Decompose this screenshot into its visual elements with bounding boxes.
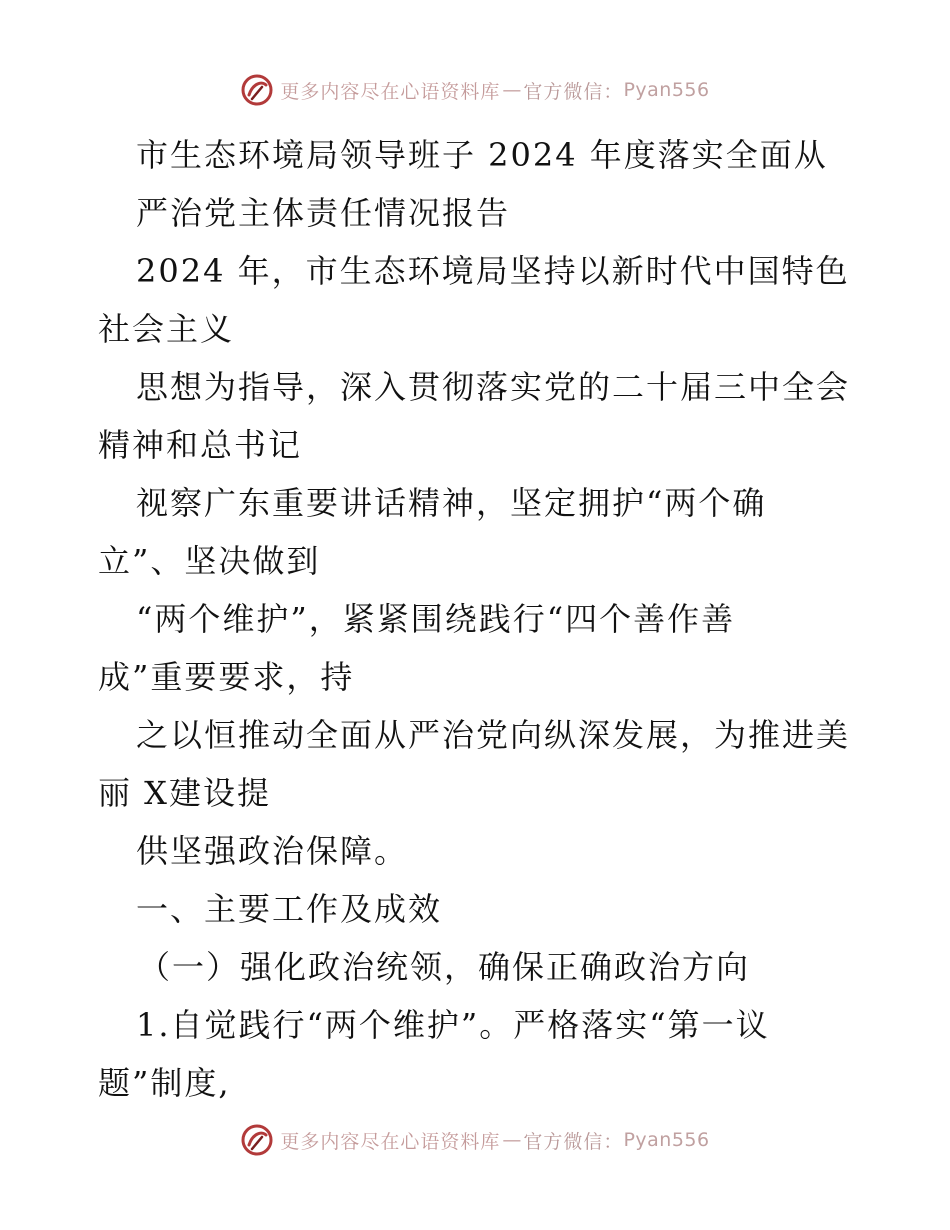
watermark-text: 更多内容尽在心语资料库 bbox=[280, 1130, 501, 1153]
watermark-separator: — bbox=[502, 79, 522, 101]
watermark-text: 更多内容尽在心语资料库 bbox=[280, 80, 501, 103]
paragraph-line: 丽 X建设提 bbox=[98, 774, 271, 812]
watermark-separator: — bbox=[502, 1129, 522, 1151]
title-line-1: 市生态环境局领导班子 2024 年度落实全面从 bbox=[136, 136, 828, 174]
section-heading: 一、主要工作及成效 bbox=[136, 890, 443, 928]
item-heading: 1.自觉践行“两个维护”。严格落实“第一议 bbox=[136, 1006, 770, 1044]
paragraph-line: 之以恒推动全面从严治党向纵深发展，为推进美 bbox=[136, 716, 851, 754]
paragraph-line: “两个维护”，紧紧围绕践行“四个善作善 bbox=[136, 600, 736, 638]
paragraph-line: 供坚强政治保障。 bbox=[136, 832, 409, 870]
watermark-footer bbox=[0, 1120, 950, 1160]
document-body bbox=[98, 126, 858, 1112]
red-swirl-logo-icon bbox=[240, 1123, 274, 1157]
watermark-wechat-label: 官方微信： bbox=[523, 80, 624, 103]
paragraph-line: 2024 年，市生态环境局坚持以新时代中国特色 bbox=[136, 252, 850, 290]
paragraph-line: 立”、坚决做到 bbox=[98, 542, 321, 580]
paragraph-line: 题”制度, bbox=[98, 1064, 231, 1102]
title-line-2: 严治党主体责任情况报告 bbox=[136, 194, 511, 232]
watermark-wechat-id: Pyan556 bbox=[623, 1129, 710, 1151]
paragraph-line: 成”重要要求，持 bbox=[98, 658, 355, 696]
watermark-header bbox=[0, 70, 950, 110]
paragraph-line: 思想为指导，深入贯彻落实党的二十届三中全会 bbox=[136, 368, 851, 406]
red-swirl-logo-icon bbox=[240, 73, 274, 107]
watermark-wechat-label: 官方微信： bbox=[523, 1130, 624, 1153]
paragraph-line: 社会主义 bbox=[98, 310, 235, 348]
watermark-wechat-id: Pyan556 bbox=[623, 79, 710, 101]
subsection-heading: （一）强化政治统领，确保正确政治方向 bbox=[138, 948, 751, 986]
paragraph-line: 视察广东重要讲话精神，坚定拥护“两个确 bbox=[136, 484, 767, 522]
paragraph-line: 精神和总书记 bbox=[98, 426, 303, 464]
